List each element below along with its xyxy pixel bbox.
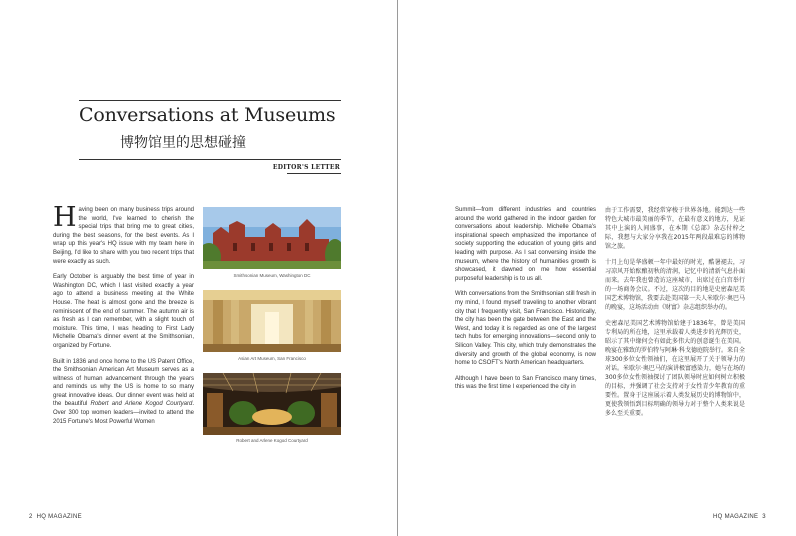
left-body-column	[53, 202, 194, 433]
article-title-chinese: 博物馆里的思想碰撞	[120, 135, 246, 151]
chinese-paragraph-2: 十月上旬是华盛顿一年中最好的时光，酷暑褪去，习习凉风开始酝酿初秋的清润，记忆中的清新气息扑面而来。去年我也曾造访这座城市，出席过在白宫举行的一场商务会议。不过，这次的目的地是史密森尼美国艺术博物馆，我要去赴美国第一夫人米歇尔·奥巴马的晚宴，这场活动由《财富》杂志组织举办的。	[605, 259, 745, 311]
body-paragraph-5: With conversations from the Smithsonian still fresh in my mind, I found myself traveling to another vibrant city that I frequently visit, San Francisco. Historically, the city has been the gate between the East and the West, and today it is regarded as one of the largest tech hubs for emerging innovations—second only to Silicon Valley. This city, which truly demonstrates the diversity and growth of the global economy, is now home to CSOFT's North American headquarters.	[455, 291, 596, 367]
body-paragraph-6: Although I have been to San Francisco many times, this was the first time I experienced the city in	[455, 375, 596, 391]
title-bottom-rule	[79, 159, 341, 160]
kogod-courtyard-photo	[203, 373, 341, 435]
body-paragraph-1: Having been on many business trips around the world, I've learned to cherish the special trips that bring me to great cities, during the best seasons, for the best events. As I wrap up this year's HQ issue with my team here in Beijing, I'd like to share with you two recent trips that were exactly as such.	[53, 202, 194, 265]
section-label: EDITOR'S LETTER	[272, 164, 340, 171]
page-number-right: HQ MAGAZINE 3	[713, 514, 766, 520]
photo-caption-3: Robert and Arlene Kogod Courtyard	[236, 438, 308, 443]
section-rule	[287, 173, 341, 174]
right-body-column	[455, 206, 596, 399]
smithsonian-castle-photo	[203, 207, 341, 269]
asian-art-museum-photo	[203, 290, 341, 352]
page-number-left: 2 HQ MAGAZINE	[29, 514, 82, 520]
title-top-rule	[79, 100, 341, 101]
chinese-body-column	[605, 206, 745, 425]
photo-caption-2: Asian Art Museum, San Francisco	[238, 356, 306, 361]
drop-cap: H	[53, 202, 77, 233]
chinese-paragraph-1: 由于工作需要，我经常穿梭于世界各地。能到达一些特色大城市最美丽的季节，在最有意义的地方，见证其中上演的人间盛事，在本期《总部》杂志付梓之际，我想与大家分享我在2015年两段最难忘的博物馆之旅。	[605, 207, 745, 250]
body-paragraph-2: Early October is arguably the best time of year in Washington DC, which I last visited exactly a year ago to attend a business meeting at the White House. The heat is almost gone and the breeze is reminiscent of the end of summer. The autumn air is as fresh as I can remember, with a slight touch of moisture. This time, I was heading to First Lady Michelle Obama's dinner event at the Smithsonian, organized by Fortune.	[53, 274, 194, 349]
right-page	[398, 0, 796, 536]
article-title: Conversations at Museums	[79, 104, 336, 126]
chinese-paragraph-3: 史密森尼美国艺术博物馆始建于1836年，曾是美国专利局的所在地，这里承载着人类进步的光辉历史，昭示了其中缘何会有如此多伟大的创意诞生在美国。晚宴在雅致的罗伯特与阿琳·科戈德庭院举行。来自全球300多位女性领袖们，在这里展开了关于领导力的对话。米歇尔·奥巴马的演讲极富感染力，她与在场的300多位女性领袖探讨了团队领导时应如何树立积极的目标，并强调了社会支持对于女性青少年教育的重要性。置身于这座展示着人类发展历史的博物馆中，更使我领悟到目标明确的领导力对于整个人类来说是多么至关重要。	[605, 320, 745, 417]
body-paragraph-3: Built in 1836 and once home to the US Patent Office, the Smithsonian American Art Museum serves as a witness of human advancement through the years and reminds us why the US is home to so many great innovative ideas. Our dinner event was held at the beautiful Robert and Arlene Kogod Courtyard. Over 300 top women leaders—invited to attend the 2015 Fortune's Most Powerful Women	[53, 358, 194, 425]
body-paragraph-4: Summit—from different industries and countries around the world gathered in the indoor garden for conversations about leadership. Michelle Obama's inspirational speech emphasized the importance of society supporting the education of young girls and leading with purpose. As I sat conversing inside the museum, where the history of humanities growth is showcased, it dawned on me how essential purposeful leadership is to us all.	[455, 207, 596, 282]
photo-caption-1: Smithsonian Museum, Washington DC	[233, 273, 311, 278]
